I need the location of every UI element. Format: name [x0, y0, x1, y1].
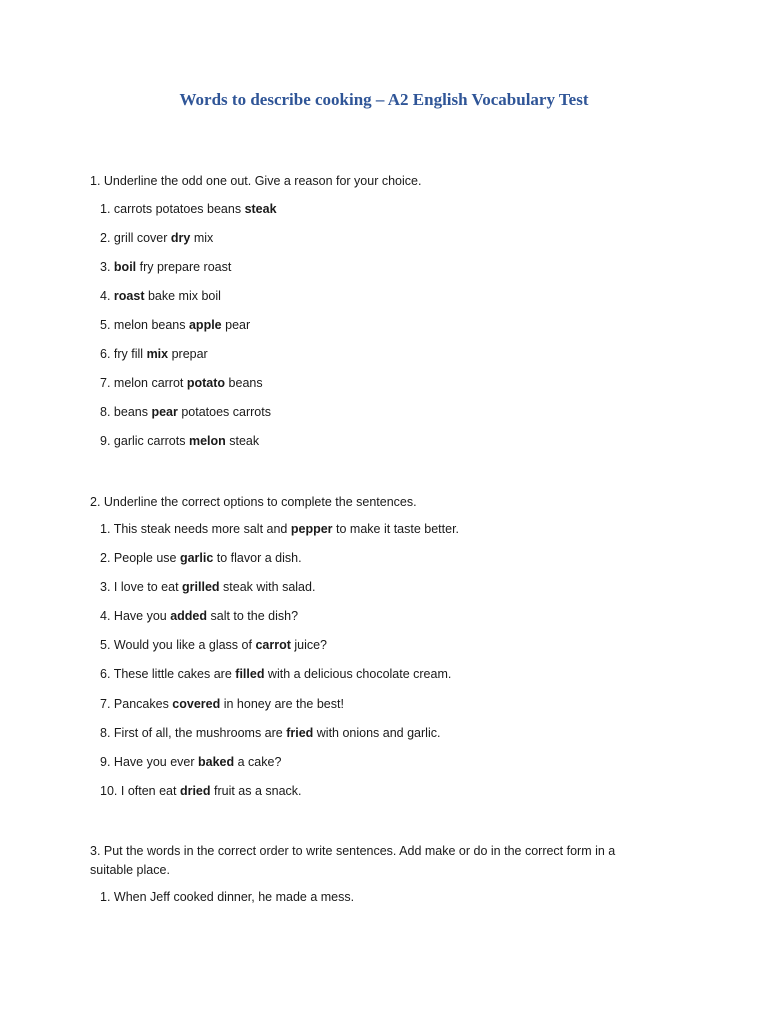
list-item: 9. garlic carrots melon steak — [100, 434, 260, 448]
list-item: 4. Have you added salt to the dish? — [100, 609, 299, 623]
page-title: Words to describe cooking – A2 English Vocabulary Test — [179, 90, 589, 109]
list-item: 5. melon beans apple pear — [100, 318, 251, 332]
list-item: 3. boil fry prepare roast — [100, 260, 232, 274]
list-item: 2. grill cover dry mix — [100, 231, 214, 245]
list-item: 1. This steak needs more salt and pepper to make it taste better. — [100, 522, 460, 536]
list-item: 5. Would you like a glass of carrot juice? — [100, 638, 328, 652]
section-1-heading: 1. Underline the odd one out. Give a reason for your choice. — [90, 174, 422, 188]
list-item: 1. carrots potatoes beans steak — [100, 202, 277, 216]
list-item: 8. beans pear potatoes carrots — [100, 405, 271, 419]
list-item: 7. melon carrot potato beans — [100, 376, 263, 390]
list-item: 7. Pancakes covered in honey are the best! — [100, 697, 344, 711]
list-item: 4. roast bake mix boil — [100, 289, 221, 303]
list-item: 10. I often eat dried fruit as a snack. — [100, 784, 302, 798]
list-item: 6. fry fill mix prepar — [100, 347, 208, 361]
section-3-heading: 3. Put the words in the correct order to write sentences. Add make or do in the correct form in a suitable place. — [90, 844, 616, 877]
list-item: 6. These little cakes are filled with a delicious chocolate cream. — [100, 667, 452, 681]
list-item: 9. Have you ever baked a cake? — [100, 755, 282, 769]
list-item: 2. People use garlic to flavor a dish. — [100, 551, 302, 565]
list-item: 8. First of all, the mushrooms are fried with onions and garlic. — [100, 726, 441, 740]
list-item: 3. I love to eat grilled steak with salad. — [100, 580, 316, 594]
list-item: 1. When Jeff cooked dinner, he made a mess. — [100, 890, 355, 904]
section-2-heading: 2. Underline the correct options to complete the sentences. — [90, 495, 417, 509]
